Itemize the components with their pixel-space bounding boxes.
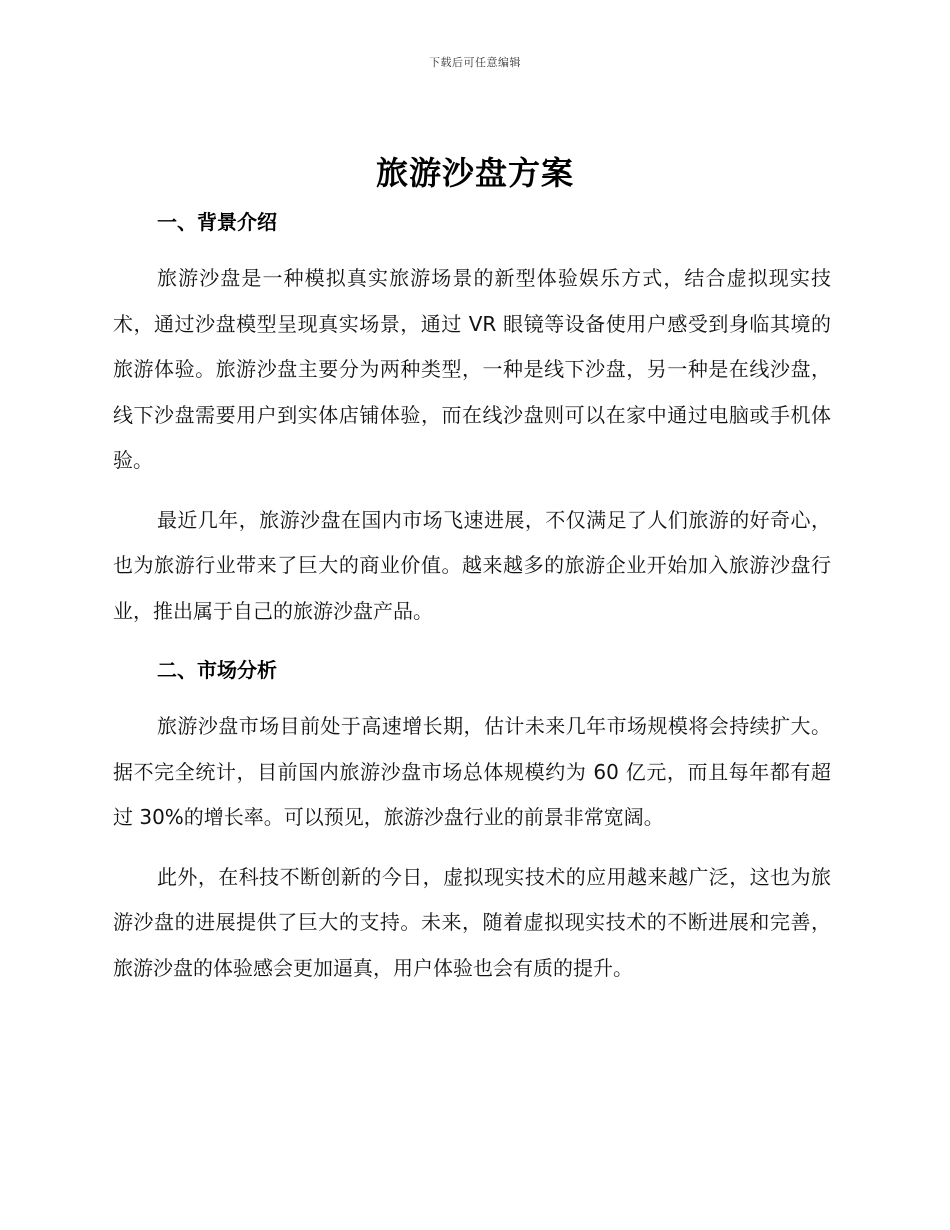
section-background [113, 200, 831, 634]
page-header-note: 下载后可任意编辑 [429, 56, 521, 69]
paragraph-market-1: 旅游沙盘市场目前处于高速增长期，估计未来几年市场规模将会持续扩大。据不完全统计，目前国内旅游沙盘市场总体规模约为 60 亿元，而且每年都有超过 30%的增长率。可以预见，旅游沙盘行业的前景非常宽阔。 [113, 714, 831, 829]
paragraph-background-1: 旅游沙盘是一种模拟真实旅游场景的新型体验娱乐方式，结合虚拟现实技术，通过沙盘模型呈现真实场景，通过 VR 眼镜等设备使用户感受到身临其境的旅游体验。旅游沙盘主要分为两种类型，一种是线下沙盘，另一种是在线沙盘，线下沙盘需要用户到实体店铺体验，而在线沙盘则可以在家中通过电脑或手机体验。 [113, 266, 831, 472]
document-title: 旅游沙盘方案 [375, 154, 574, 192]
section-heading-background: 一、背景介绍 [157, 210, 277, 234]
paragraph-market-2: 此外，在科技不断创新的今日，虚拟现实技术的应用越来越广泛，这也为旅游沙盘的进展提供了巨大的支持。未来，随着虚拟现实技术的不断进展和完善，旅游沙盘的体验感会更加逼真，用户体验也会有质的提升。 [113, 864, 831, 980]
section-heading-market-analysis: 二、市场分析 [157, 658, 277, 682]
section-market-analysis [113, 648, 831, 991]
paragraph-background-2: 最近几年，旅游沙盘在国内市场飞速进展，不仅满足了人们旅游的好奇心，也为旅游行业带来了巨大的商业价值。越来越多的旅游企业开始加入旅游沙盘行业，推出属于自己的旅游沙盘产品。 [113, 507, 831, 623]
document-body [113, 200, 831, 991]
